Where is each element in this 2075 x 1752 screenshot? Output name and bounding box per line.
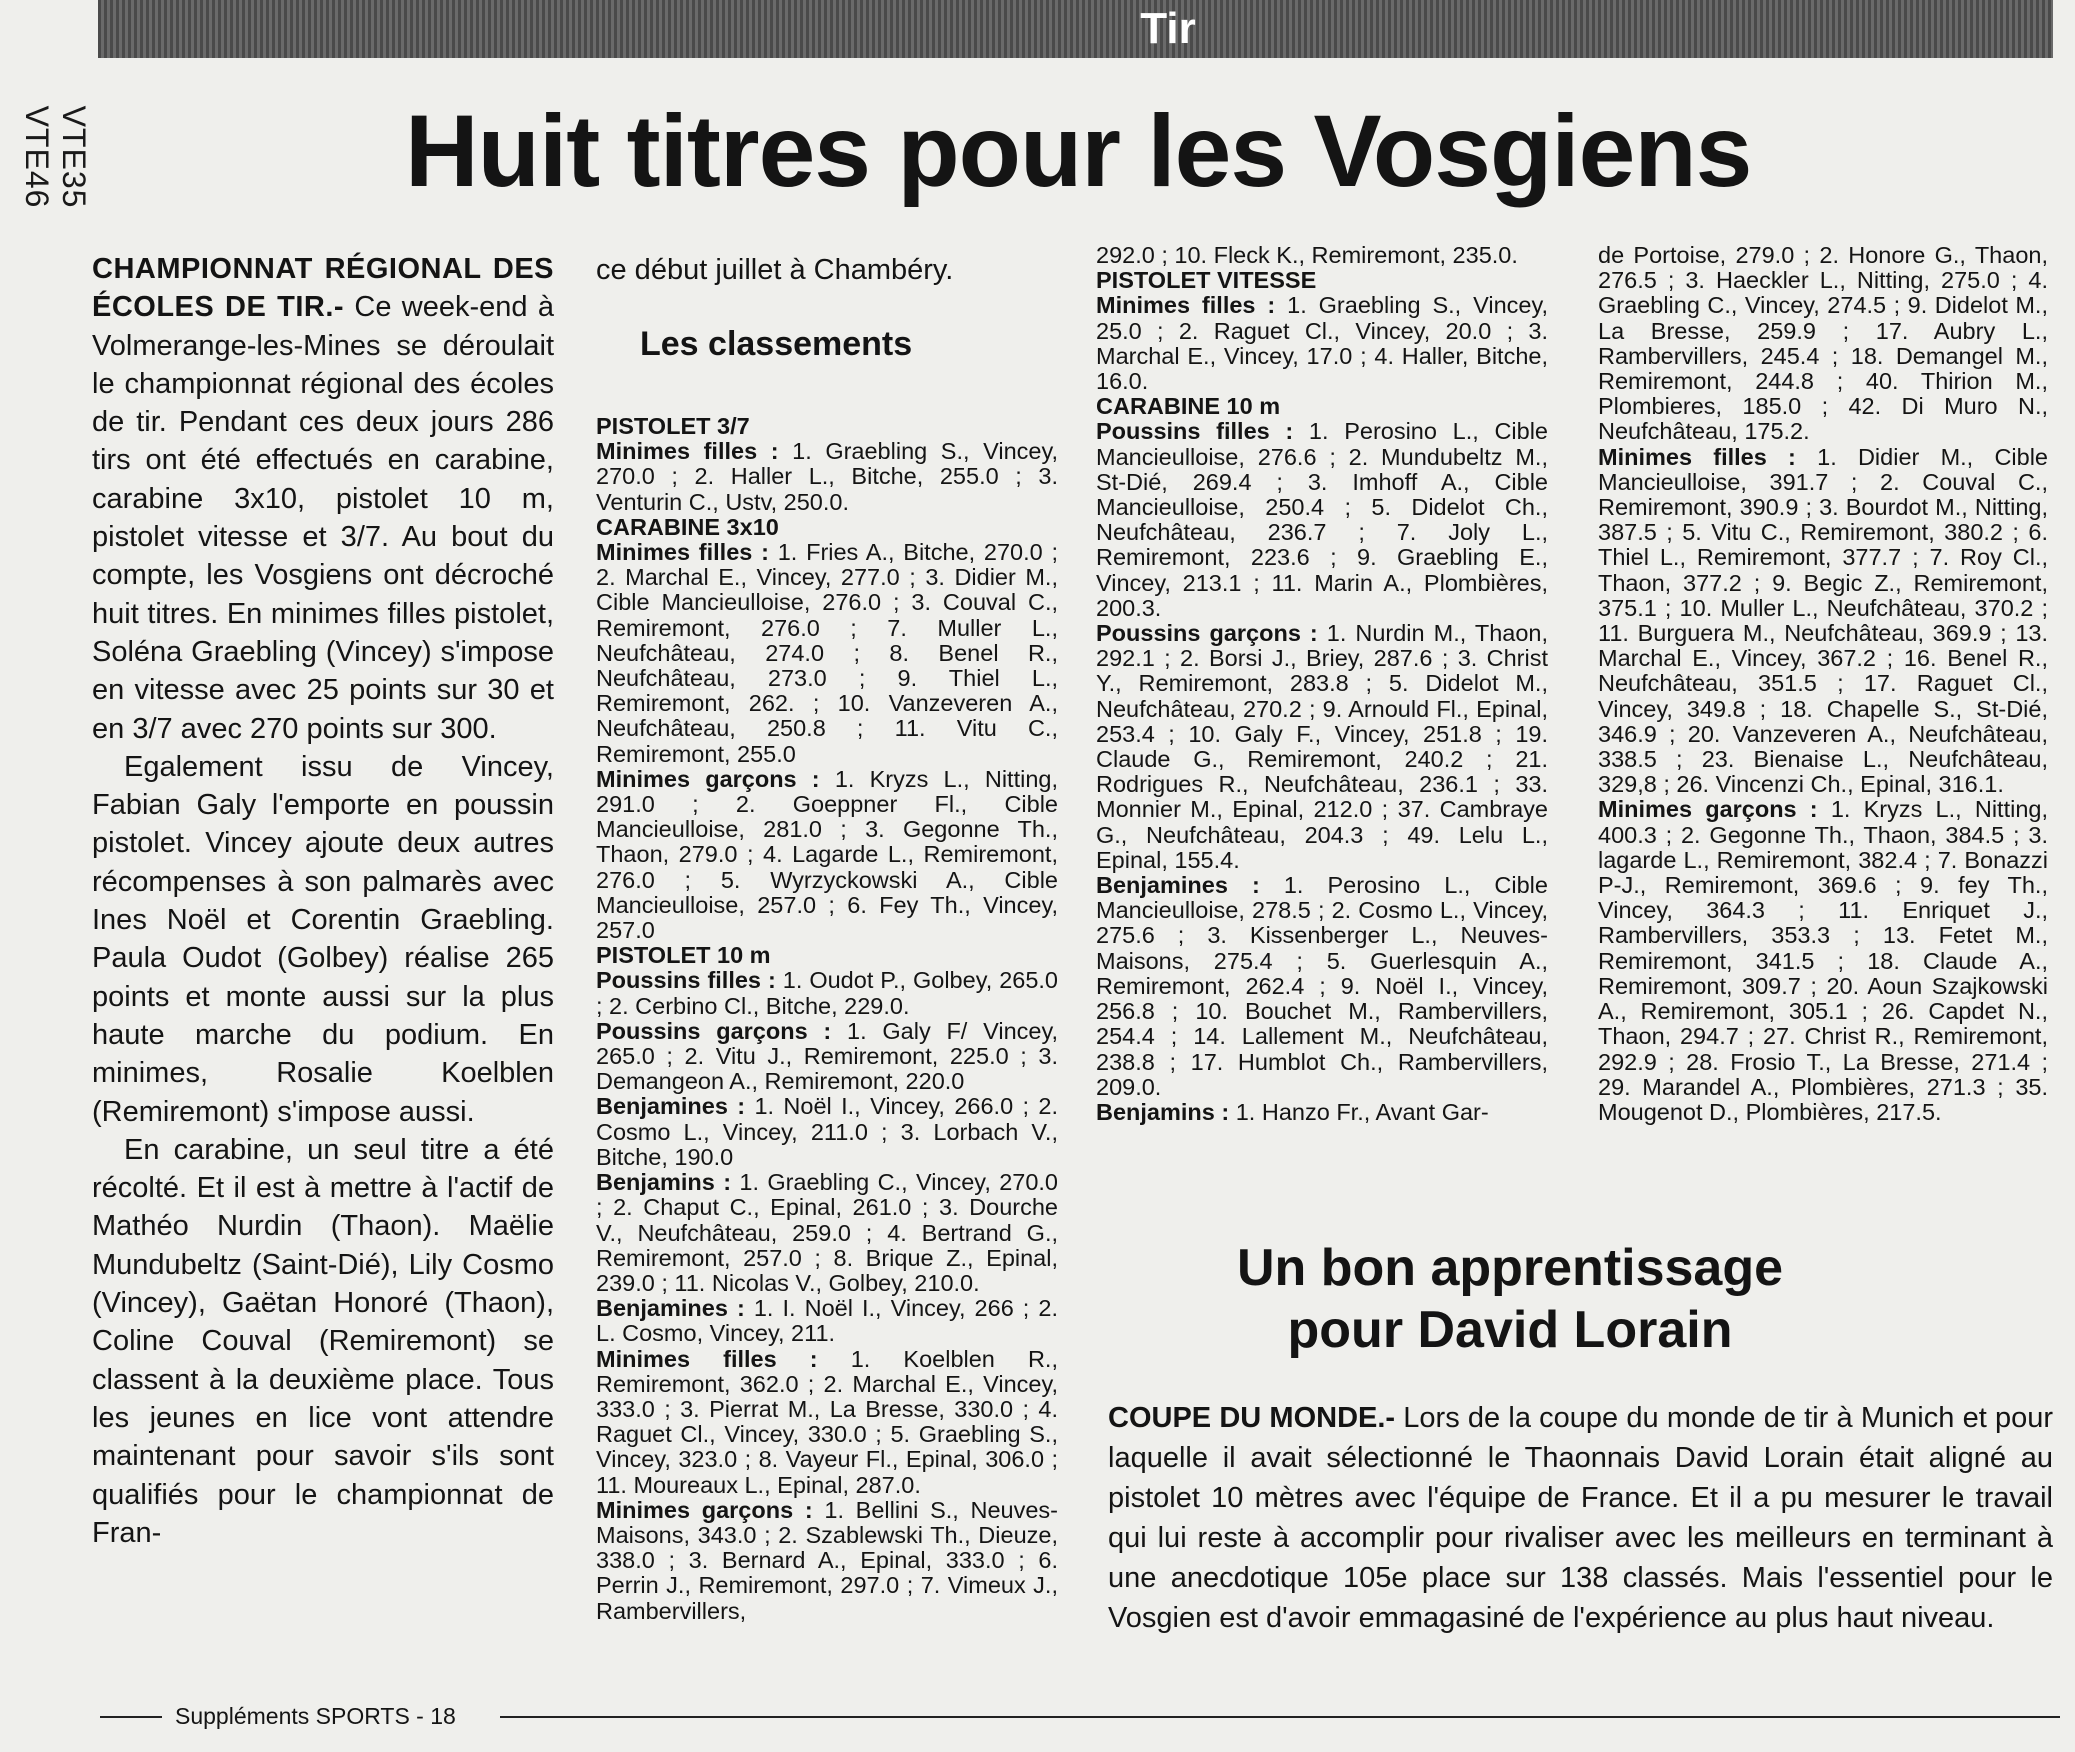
intro-lead: CHAMPIONNAT RÉGIONAL DES ÉCOLES DE TIR.- [92,253,554,324]
intro-paragraph-3: En carabine, un seul titre a été récolté. Et il est à mettre à l'actif de Mathéo Nurdin (Thaon). Maëlie Mundubeltz (Saint-Dié), Lily Cosmo (Vincey), Gaëtan Honoré (Thaon), Coline Couval (Remiremont) se classent à la deuxième place. Tous les jeunes en lice vont attendre maintenant pour savoir s'ils sont qualifiés pour le championnat de Fran- [92,1133,554,1549]
category-label: Minimes filles : [1598,443,1796,470]
results-column-4 [1598,243,2048,1125]
result-entry [596,1170,1058,1296]
result-entry [1096,621,1548,873]
result-text: 1. Graebling C., Vincey, 270.0 ; 2. Chaput C., Epinal, 261.0 ; 3. Dourche V., Neufchâteau, 259.0 ; 4. Bertrand G., Remiremont, 257.0 ; 8. Brique Z., Epinal, 239.0 ; 11. Nicolas V., Golbey, 210.0. [596,1169,1059,1296]
result-entry [596,767,1058,943]
result-text: 1. I. Noël I., Vincey, 266 ; 2. L. Cosmo, Vincey, 211. [596,1295,1058,1347]
result-entry [596,968,1058,1018]
sub-article-headline [1130,1237,1890,1361]
footer-text: Suppléments SPORTS - 18 [175,1703,456,1729]
category-label: Minimes garçons : [596,765,820,792]
results-column-2 [596,414,1058,1624]
category-label: Benjamins : [1096,1098,1230,1125]
result-entry [1096,419,1548,621]
result-text: 1. Galy F/ Vincey, 265.0 ; 2. Vitu J., Remiremont, 225.0 ; 3. Demangeon A., Remiremont, 220.0 [596,1017,1058,1095]
result-text: 1. Koelblen R., Remiremont, 362.0 ; 2. Marchal E., Vincey, 333.0 ; 3. Pierrat M., La Bresse, 330.0 ; 4. Raguet Cl., Vincey, 330.0 ; 5. Graebling S., Vincey, 323.0 ; 8. Vayeur Fl., Epinal, 306.0 ; 11. Moureaux L., Epinal, 287.0. [596,1345,1058,1498]
sub-article-body [1108,1398,2053,1638]
side-code: VTE35 VTE46 [19,105,92,209]
result-text: 1. Graebling S., Vincey, 25.0 ; 2. Raguet Cl., Vincey, 20.0 ; 3. Marchal E., Vincey, 17.0 ; 4. Haller, Bitche, 16.0. [1096,292,1548,395]
result-entry [1598,243,2048,445]
result-entry [596,540,1058,767]
result-text: 292.0 ; 10. Fleck K., Remiremont, 235.0. [1096,242,1518,268]
footer-rule-right [500,1716,2060,1718]
intro-text-1: Ce week-end à Volmerange-les-Mines se déroulait le championnat régional des écoles de tir. Pendant ces deux jours 286 tirs ont été effectués en carabine, carabine 3x10, pistolet 10 m, pistolet vitesse et 3/7. Au bout du compte, les Vosgiens ont décroché huit titres. En minimes filles pistolet, Soléna Graebling (Vincey) s'impose en vitesse avec 25 points sur 30 et en 3/7 avec 270 points sur 300. [92,291,554,745]
discipline-heading: PISTOLET VITESSE [1096,267,1317,294]
result-text: 1. Oudot P., Golbey, 265.0 ; 2. Cerbino Cl., Bitche, 229.0. [596,967,1058,1019]
category-label: Minimes filles : [596,1345,818,1372]
result-entry [1096,873,1548,1100]
result-text: 1. Noël I., Vincey, 266.0 ; 2. Cosmo L., Vincey, 211.0 ; 3. Lorbach V., Bitche, 190.0 [596,1093,1058,1170]
result-entry [596,1498,1058,1624]
category-label: Benjamins : [596,1169,732,1196]
result-entry [1598,445,2048,798]
category-label: Minimes garçons : [1598,796,1818,823]
category-label: Minimes garçons : [596,1496,813,1523]
result-entry [596,1347,1058,1498]
category-label: Benjamines : [1096,872,1260,899]
result-text: 1. Fries A., Bitche, 270.0 ; 2. Marchal E., Vincey, 277.0 ; 3. Didier M., Cible Mancieulloise, 276.0 ; 3. Couval C., Remiremont, 276.0 ; 7. Muller L., Neufchâteau, 274.0 ; 8. Benel R., Neufchâteau, 273.0 ; 9. Thiel L., Remiremont, 262. ; 10. Vanzeveren A., Neufchâteau, 250.8 ; 11. Vitu C., Remiremont, 255.0 [596,539,1059,767]
result-text: 1. Nurdin M., Thaon, 292.1 ; 2. Borsi J., Briey, 287.6 ; 3. Christ Y., Remiremont, 283.8 ; 5. Didelot M., Neufchâteau, 270.2 ; 9. Arnould Fl., Epinal, 253.4 ; 10. Galy F., Vincey, 251.8 ; 19. Claude G., Remiremont, 240.2 ; 21. Rodrigues R., Neufchâteau, 236.1 ; 33. Monnier M., Epinal, 212.0 ; 37. Cambraye G., Neufchâteau, 204.3 ; 49. Lelu L., Epinal, 155.4. [1096,620,1548,873]
result-text: 1. Perosino L., Cible Mancieulloise, 278.5 ; 2. Cosmo L., Vincey, 275.6 ; 3. Kissenberger L., Neuves-Maisons, 275.4 ; 5. Guerlesquin A., Remiremont, 262.4 ; 9. Noël I., Vincey, 256.8 ; 10. Bouchet M., Rambervillers, 254.4 ; 14. Lallement M., Neufchâteau, 238.8 ; 17. Humblot Ch., Rambervillers, 209.0. [1096,872,1548,1100]
result-entry [1096,1100,1548,1125]
result-text: de Portoise, 279.0 ; 2. Honore G., Thaon, 276.5 ; 3. Haeckler L., Nitting, 275.0 ; 4. Graebling C., Vincey, 274.5 ; 9. Didelot M., La Bresse, 259.9 ; 17. Aubry L., Rambervillers, 245.4 ; 18. Demangel M., Remiremont, 244.8 ; 40. Thirion M., Plombieres, 185.0 ; 42. Di Muro N., Neufchâteau, 175.2. [1598,242,2048,445]
result-entry [596,1094,1058,1170]
category-label: Poussins garçons : [1096,620,1318,647]
col2-continuation: ce début juillet à Chambéry. [596,254,954,286]
intro-paragraph-1 [92,250,554,748]
discipline-heading: PISTOLET 10 m [596,942,771,969]
result-text: 1. Perosino L., Cible Mancieulloise, 276.6 ; 2. Mundubeltz M., St-Dié, 269.4 ; 3. Imhoff A., Cible Mancieulloise, 250.4 ; 5. Didelot Ch., Neufchâteau, 236.7 ; 7. Joly L., Remiremont, 223.6 ; 9. Graebling E., Vincey, 213.1 ; 11. Marin A., Plombières, 200.3. [1096,418,1548,621]
discipline-heading: CARABINE 3x10 [596,513,779,540]
discipline-heading: CARABINE 10 m [1096,393,1281,420]
sub-headline-line-2: pour David Lorain [1287,1301,1733,1359]
headline: Huit titres pour les Vosgiens [405,94,1752,208]
section-label: Tir [1140,4,1196,53]
result-entry [1598,797,2048,1125]
page-footer [100,1700,2060,1732]
intro-column [92,250,554,1552]
sub-article-lead: COUPE DU MONDE.- [1108,1402,1396,1434]
sub-headline-line-1: Un bon apprentissage [1236,1239,1784,1297]
result-entry [1096,293,1548,394]
result-text: 1. Hanzo Fr., Avant Gar- [1229,1098,1489,1125]
sub-article-text: Lors de la coupe du monde de tir à Munich et pour laquelle il avait sélectionné le Thaonnais David Lorain était aligné au pistolet 10 mètres avec l'équipe de France. Et il a pu mesurer le travail qui lui reste à accomplir pour rivaliser avec les meilleurs en terminant à une anecdotique 105e place sur 138 classés. Mais l'essentiel pour le Vosgien est d'avoir emmagasiné de l'expérience au plus haut niveau. [1108,1402,2053,1634]
category-label: Benjamines : [596,1093,746,1120]
discipline-heading: PISTOLET 3/7 [596,413,750,439]
results-heading: Les classements [640,325,913,363]
result-text: 1. Kryzs L., Nitting, 400.3 ; 2. Gegonne Th., Thaon, 384.5 ; 3. lagarde L., Remiremont, 382.4 ; 7. Bonazzi P-J., Remiremont, 369.6 ; 9. fey Th., Vincey, 364.3 ; 11. Enriquet J., Rambervillers, 353.3 ; 13. Fetet M., Remiremont, 341.5 ; 18. Claude A., Remiremont, 309.7 ; 20. Aoun Szajkowski A., Remiremont, 305.1 ; 26. Capdet N., Thaon, 294.7 ; 27. Christ R., Remiremont, 292.9 ; 28. Frosio T., La Bresse, 271.4 ; 29. Marandel A., Plombières, 271.3 ; 35. Mougenot D., Plombières, 217.5. [1598,796,2048,1125]
footer-rule-left [100,1716,162,1718]
category-label: Minimes filles : [596,539,769,566]
section-band [98,0,2053,58]
result-text: 1. Kryzs L., Nitting, 291.0 ; 2. Goeppner Fl., Cible Mancieulloise, 281.0 ; 3. Gegonne Th., Thaon, 279.0 ; 4. Lagarde L., Remiremont, 276.0 ; 5. Wyrzyckowski A., Cible Mancieulloise, 257.0 ; 6. Fey Th., Vincey, 257.0 [596,765,1058,944]
result-entry [596,1019,1058,1095]
result-entry [596,439,1058,515]
result-entry [596,1296,1058,1346]
category-label: Minimes filles : [1096,292,1276,319]
intro-paragraph-2: Egalement issu de Vincey, Fabian Galy l'emporte en poussin pistolet. Vincey ajoute deux autres récompenses à son palmarès avec Ines Noël et Corentin Graebling. Paula Oudot (Golbey) réalise 265 points et monte aussi sur la plus haute marche du podium. En minimes, Rosalie Koelblen (Remiremont) s'impose aussi. [92,750,554,1128]
category-label: Minimes filles : [596,438,779,465]
category-label: Poussins garçons : [596,1017,832,1044]
result-text: 1. Graebling S., Vincey, 270.0 ; 2. Haller L., Bitche, 255.0 ; 3. Venturin C., Ustv, 250.0. [596,438,1058,515]
result-entry [1096,243,1548,268]
result-text: 1. Didier M., Cible Mancieulloise, 391.7 ; 2. Couval C., Remiremont, 390.9 ; 3. Bourdot M., Nitting, 387.5 ; 5. Vitu C., Remiremont, 380.2 ; 6. Thiel L., Remiremont, 377.7 ; 7. Roy Cl., Thaon, 377.2 ; 9. Begic Z., Remiremont, 375.1 ; 10. Muller L., Neufchâteau, 370.2 ; 11. Burguera M., Neufchâteau, 369.9 ; 13. Marchal E., Vincey, 367.2 ; 16. Benel R., Neufchâteau, 351.5 ; 17. Raguet Cl., Vincey, 349.8 ; 18. Chapelle S., St-Dié, 346.9 ; 20. Vanzeveren A., Neufchâteau, 338.5 ; 23. Bienaise L., Neufchâteau, 329,8 ; 26. Vincenzi Ch., Epinal, 316.1. [1598,443,2049,798]
category-label: Poussins filles : [1096,418,1294,445]
results-column-3 [1096,243,1548,1125]
result-text: 1. Bellini S., Neuves-Maisons, 343.0 ; 2. Szablewski Th., Dieuze, 338.0 ; 3. Bernard A., Epinal, 333.0 ; 6. Perrin J., Remiremont, 297.0 ; 7. Vimeux J., Rambervillers, [596,1496,1058,1624]
category-label: Benjamines : [596,1295,745,1322]
category-label: Poussins filles : [596,967,776,994]
